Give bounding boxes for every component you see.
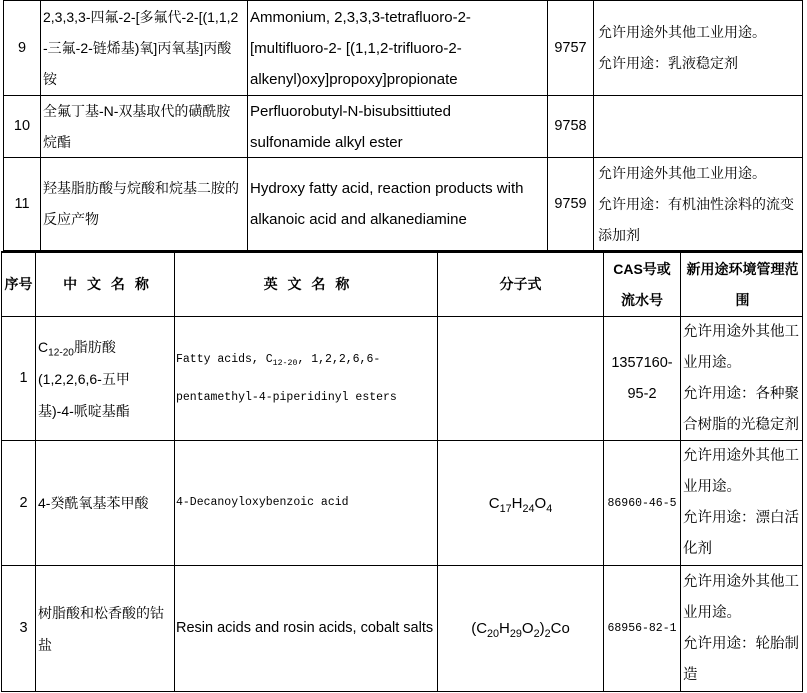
usage-scope-line: 允许用途：各种聚 [683, 385, 799, 402]
header-usage-scope [681, 251, 803, 317]
usage-scope-cell [681, 317, 803, 441]
serial-number-cell [548, 96, 594, 158]
text-run: C [488, 494, 500, 512]
chinese-name-line: 全氟丁基-N-双基取代的磺酰胺 [43, 102, 231, 119]
row-number-cell [1, 441, 36, 566]
english-name-line: 4-Decanoyloxybenzoic acid [176, 496, 349, 509]
usage-scope-cell [594, 158, 803, 251]
row-number: 9 [17, 39, 27, 56]
usage-scope-line: 允许用途：有机油性涂料的流变 [598, 195, 794, 212]
cas-number-line: 86960-46-5 [607, 496, 677, 510]
usage-scope-line: 允许用途：乳液稳定剂 [598, 55, 738, 71]
usage-scope-cell [594, 96, 803, 158]
subscript-text: 12-20 [48, 347, 74, 359]
header-label: 围 [735, 291, 750, 308]
usage-scope-line: 业用途。 [683, 479, 741, 495]
subscript-text: 2 [533, 627, 540, 640]
header-label: 序号 [4, 276, 33, 292]
usage-scope-line: 化剂 [683, 541, 712, 557]
row-number: 2 [19, 494, 28, 511]
chinese-name-line: 4-癸酰氧基苯甲酸 [38, 495, 149, 511]
english-name-line: alkenyl)oxy]propoxy]propionate [250, 70, 458, 88]
header-label: 中 文 名 称 [63, 276, 149, 292]
english-name-line: sulfonamide alkyl ester [250, 133, 403, 151]
usage-scope-line: 允许用途外其他工 [683, 323, 799, 340]
text-run: H [499, 620, 510, 637]
english-name-line: pentamethyl-4-piperidinyl esters [176, 390, 397, 404]
usage-scope-line: 业用途。 [683, 354, 741, 371]
chinese-name-line: 树脂酸和松香酸的钴 [38, 604, 164, 621]
row-number: 11 [14, 195, 30, 212]
chinese-name-cell [36, 441, 175, 566]
subscript-text: 2 [544, 627, 551, 640]
cas-number-cell [604, 317, 681, 441]
chinese-name-cell [41, 96, 248, 158]
english-name-cell [175, 317, 438, 441]
subscript-text: 12-20 [272, 358, 298, 368]
english-name-line [176, 341, 380, 379]
subscript-text: 29 [509, 627, 522, 640]
chinese-name-line: (1,2,2,6,6-五甲 [38, 370, 130, 387]
formula-cell [438, 441, 604, 566]
usage-scope-line: 允许用途：漂白活 [683, 510, 799, 526]
molecular-formula [471, 613, 570, 644]
english-name-line: Hydroxy fatty acid, reaction products with [250, 180, 524, 197]
chinese-name-line [38, 331, 116, 363]
english-name-line: [multifluoro-2- [(1,1,2-trifluoro-2- [250, 39, 462, 57]
serial-number: 9758 [554, 118, 587, 134]
header-no [1, 251, 36, 317]
subscript-text: 4 [546, 502, 553, 515]
header-english-name [175, 251, 438, 317]
text-run: , 1,2,2,6,6- [297, 352, 381, 366]
usage-scope-line: 允许用途外其他工 [683, 448, 799, 464]
chinese-name-cell [36, 317, 175, 441]
row-number-cell [1, 566, 36, 692]
subscript-text: 17 [499, 502, 512, 515]
english-name-cell [175, 566, 438, 692]
usage-scope-line: 业用途。 [683, 604, 741, 621]
chinese-name-line: 铵 [43, 70, 57, 87]
row-number: 1 [19, 370, 28, 386]
cas-number-cell [604, 441, 681, 566]
text-run: O [534, 494, 547, 512]
usage-scope-line: 允许用途外其他工业用途。 [598, 164, 766, 181]
chinese-name-line: 烷酯 [43, 133, 71, 150]
row-number-cell [1, 317, 36, 441]
text-run: C [38, 338, 49, 355]
row-number-cell [3, 158, 41, 251]
usage-scope-line: 造 [683, 666, 698, 683]
serial-number: 9759 [554, 195, 587, 212]
formula-cell [438, 317, 604, 441]
usage-scope-cell [681, 566, 803, 692]
chinese-name-line: 羟基脂肪酸与烷酸和烷基二胺的 [43, 180, 239, 196]
cas-number-line: 68956-82-1 [607, 622, 677, 635]
english-name-cell [175, 441, 438, 566]
text-run: Fatty acids, C [176, 352, 273, 366]
usage-scope-line: 允许用途外其他工业用途。 [598, 24, 766, 40]
header-cas [604, 251, 681, 317]
chinese-name-line: 反应产物 [43, 211, 99, 227]
chinese-name-line: -三氟-2-链烯基)氧]丙氧基]丙酸 [43, 39, 232, 56]
header-label: 英 文 名 称 [263, 276, 350, 292]
chinese-name-cell [36, 566, 175, 692]
english-name-cell [248, 96, 548, 158]
chinese-name-cell [41, 158, 248, 251]
molecular-formula [489, 488, 552, 519]
chinese-name-line: 2,3,3,3-四氟-2-[多氟代-2-[(1,1,2 [43, 8, 239, 25]
text-run: 脂肪酸 [73, 338, 116, 355]
row-number: 3 [19, 620, 28, 636]
text-run: (C [471, 620, 488, 637]
row-number-cell [3, 0, 41, 96]
header-label: 分子式 [499, 276, 542, 292]
usage-scope-line: 允许用途：轮胎制 [683, 635, 799, 652]
row-number: 10 [13, 118, 31, 134]
header-label: 流水号 [621, 291, 663, 308]
english-name-line: Perfluorobutyl-N-bisubsittiuted [250, 102, 451, 120]
text-run: Co [550, 620, 570, 637]
chinese-name-cell [41, 0, 248, 96]
text-run: ) [539, 620, 545, 637]
usage-scope-line: 添加剂 [598, 226, 640, 243]
cas-number-cell [604, 566, 681, 692]
formula-cell [438, 566, 604, 692]
english-name-line: Ammonium, 2,3,3,3-tetrafluoro-2- [250, 8, 471, 26]
usage-scope-line: 允许用途外其他工 [683, 573, 799, 590]
header-label: 新用途环境管理范 [686, 260, 799, 277]
serial-number: 9757 [554, 39, 587, 56]
usage-scope-line: 合树脂的光稳定剂 [683, 416, 799, 433]
english-name-line: alkanoic acid and alkanediamine [250, 211, 467, 228]
serial-number-cell [548, 158, 594, 251]
subscript-text: 20 [487, 627, 500, 640]
header-label: CAS号或 [613, 260, 671, 277]
usage-scope-cell [594, 0, 803, 96]
header-chinese-name [36, 251, 175, 317]
text-run: O [521, 620, 534, 637]
english-name-cell [248, 0, 548, 96]
text-run: H [511, 494, 523, 512]
cas-number-line: 95-2 [627, 385, 657, 402]
row-number-cell [3, 96, 41, 158]
cas-number-line: 1357160- [611, 354, 673, 371]
serial-number-cell [548, 0, 594, 96]
subscript-text: 24 [522, 502, 535, 515]
chinese-name-line: 基)-4-哌啶基酯 [38, 402, 130, 419]
usage-scope-cell [681, 441, 803, 566]
english-name-line: Resin acids and rosin acids, cobalt salts [176, 620, 434, 636]
header-formula [438, 251, 604, 317]
english-name-cell [248, 158, 548, 251]
chinese-name-line: 盐 [38, 636, 52, 653]
